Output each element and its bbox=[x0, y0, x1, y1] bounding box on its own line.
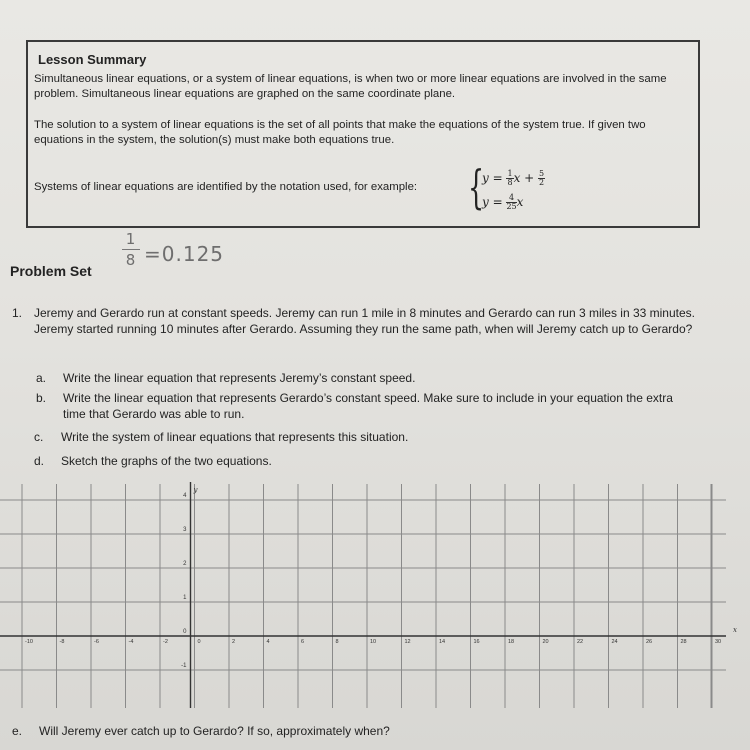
x-tick-label: 8 bbox=[335, 639, 339, 645]
y-tick-label: 2 bbox=[183, 561, 187, 567]
x-tick-label: -6 bbox=[94, 639, 99, 645]
x-tick-label: 14 bbox=[439, 639, 446, 645]
example-equation-2: y = $\frac{4}{25}$ x bbox=[482, 193, 524, 211]
lesson-summary-paragraph-1: Simultaneous linear equations, or a system of linear equations, is when two or more linear equations are involved in the same problem. Simultaneous linear equations are graphed on the same coordinate plane. bbox=[34, 73, 667, 100]
sub-question-text: Write the linear equation that represents Jeremy’s constant speed. bbox=[63, 371, 416, 385]
sub-question-text: Write the linear equation that represents Gerardo’s constant speed. Make sure to include in your equation the extra time that Gerardo was able to run. bbox=[63, 391, 673, 421]
sub-question-label: e. bbox=[12, 724, 23, 738]
sub-question-text: Sketch the graphs of the two equations. bbox=[61, 454, 272, 468]
y-tick-label: 4 bbox=[183, 493, 187, 499]
x-tick-label: -10 bbox=[25, 639, 33, 645]
curly-brace-icon: { bbox=[468, 160, 485, 214]
x-tick-label: 24 bbox=[611, 639, 618, 645]
sub-question-label: c. bbox=[34, 430, 44, 444]
y-tick-label: 3 bbox=[183, 527, 187, 533]
x-tick-label: 20 bbox=[542, 639, 549, 645]
x-tick-label: 18 bbox=[508, 639, 515, 645]
lesson-summary-title: Lesson Summary bbox=[38, 52, 147, 67]
x-tick-label: 12 bbox=[404, 639, 411, 645]
lesson-summary-paragraph-3: Systems of linear equations are identified by the notation used, for example: bbox=[34, 181, 418, 193]
x-axis-label: x bbox=[733, 626, 737, 634]
problem-set-title: Problem Set bbox=[10, 263, 92, 279]
y-axis-label: y bbox=[193, 486, 198, 494]
sub-question-text: Will Jeremy ever catch up to Gerardo? If so, approximately when? bbox=[39, 724, 390, 738]
handwritten-decimal: =0.125 bbox=[144, 242, 225, 266]
x-tick-label: 16 bbox=[473, 639, 480, 645]
x-tick-label: 26 bbox=[646, 639, 653, 645]
x-tick-label: 30 bbox=[715, 639, 722, 645]
x-tick-label: 22 bbox=[577, 639, 584, 645]
x-tick-label: 2 bbox=[232, 639, 236, 645]
lesson-summary-box bbox=[26, 40, 700, 228]
lesson-summary-paragraph-2: The solution to a system of linear equations is the set of all points that make the equations of the system true. If given two equations in the system, the solution(s) must make both equations true. bbox=[34, 119, 646, 146]
y-tick-label: 0 bbox=[183, 629, 187, 635]
y-tick-label: -1 bbox=[181, 663, 187, 669]
question-text: Jeremy and Gerardo run at constant speeds. Jeremy can run 1 mile in 8 minutes and Gerardo can run 3 miles in 33 minutes. Jeremy started running 10 minutes after Gerardo. Assuming they run the same path, when will Jeremy catch up to Gerardo? bbox=[34, 306, 695, 336]
x-tick-label: -4 bbox=[128, 639, 134, 645]
x-tick-label: 10 bbox=[370, 639, 377, 645]
sub-question-label: d. bbox=[34, 454, 45, 468]
sub-question-text: Write the system of linear equations that represents this situation. bbox=[61, 430, 409, 444]
x-tick-label: -8 bbox=[59, 639, 65, 645]
sub-question-label: a. bbox=[36, 371, 47, 385]
x-tick-label: 6 bbox=[301, 639, 305, 645]
x-tick-label: 0 bbox=[197, 639, 201, 645]
y-tick-label: 1 bbox=[183, 595, 187, 601]
example-system-of-equations bbox=[468, 160, 568, 218]
coordinate-grid bbox=[0, 476, 750, 716]
example-equation-1: y = $\frac{1}{8}$ x + $\frac{5}{2}$ bbox=[482, 169, 545, 187]
handwritten-fraction: 1 8 bbox=[122, 230, 140, 269]
x-tick-label: 28 bbox=[680, 639, 687, 645]
question-number: 1. bbox=[12, 306, 23, 320]
sub-question-label: b. bbox=[36, 391, 47, 405]
x-tick-label: -2 bbox=[163, 639, 168, 645]
x-tick-label: 4 bbox=[266, 639, 270, 645]
